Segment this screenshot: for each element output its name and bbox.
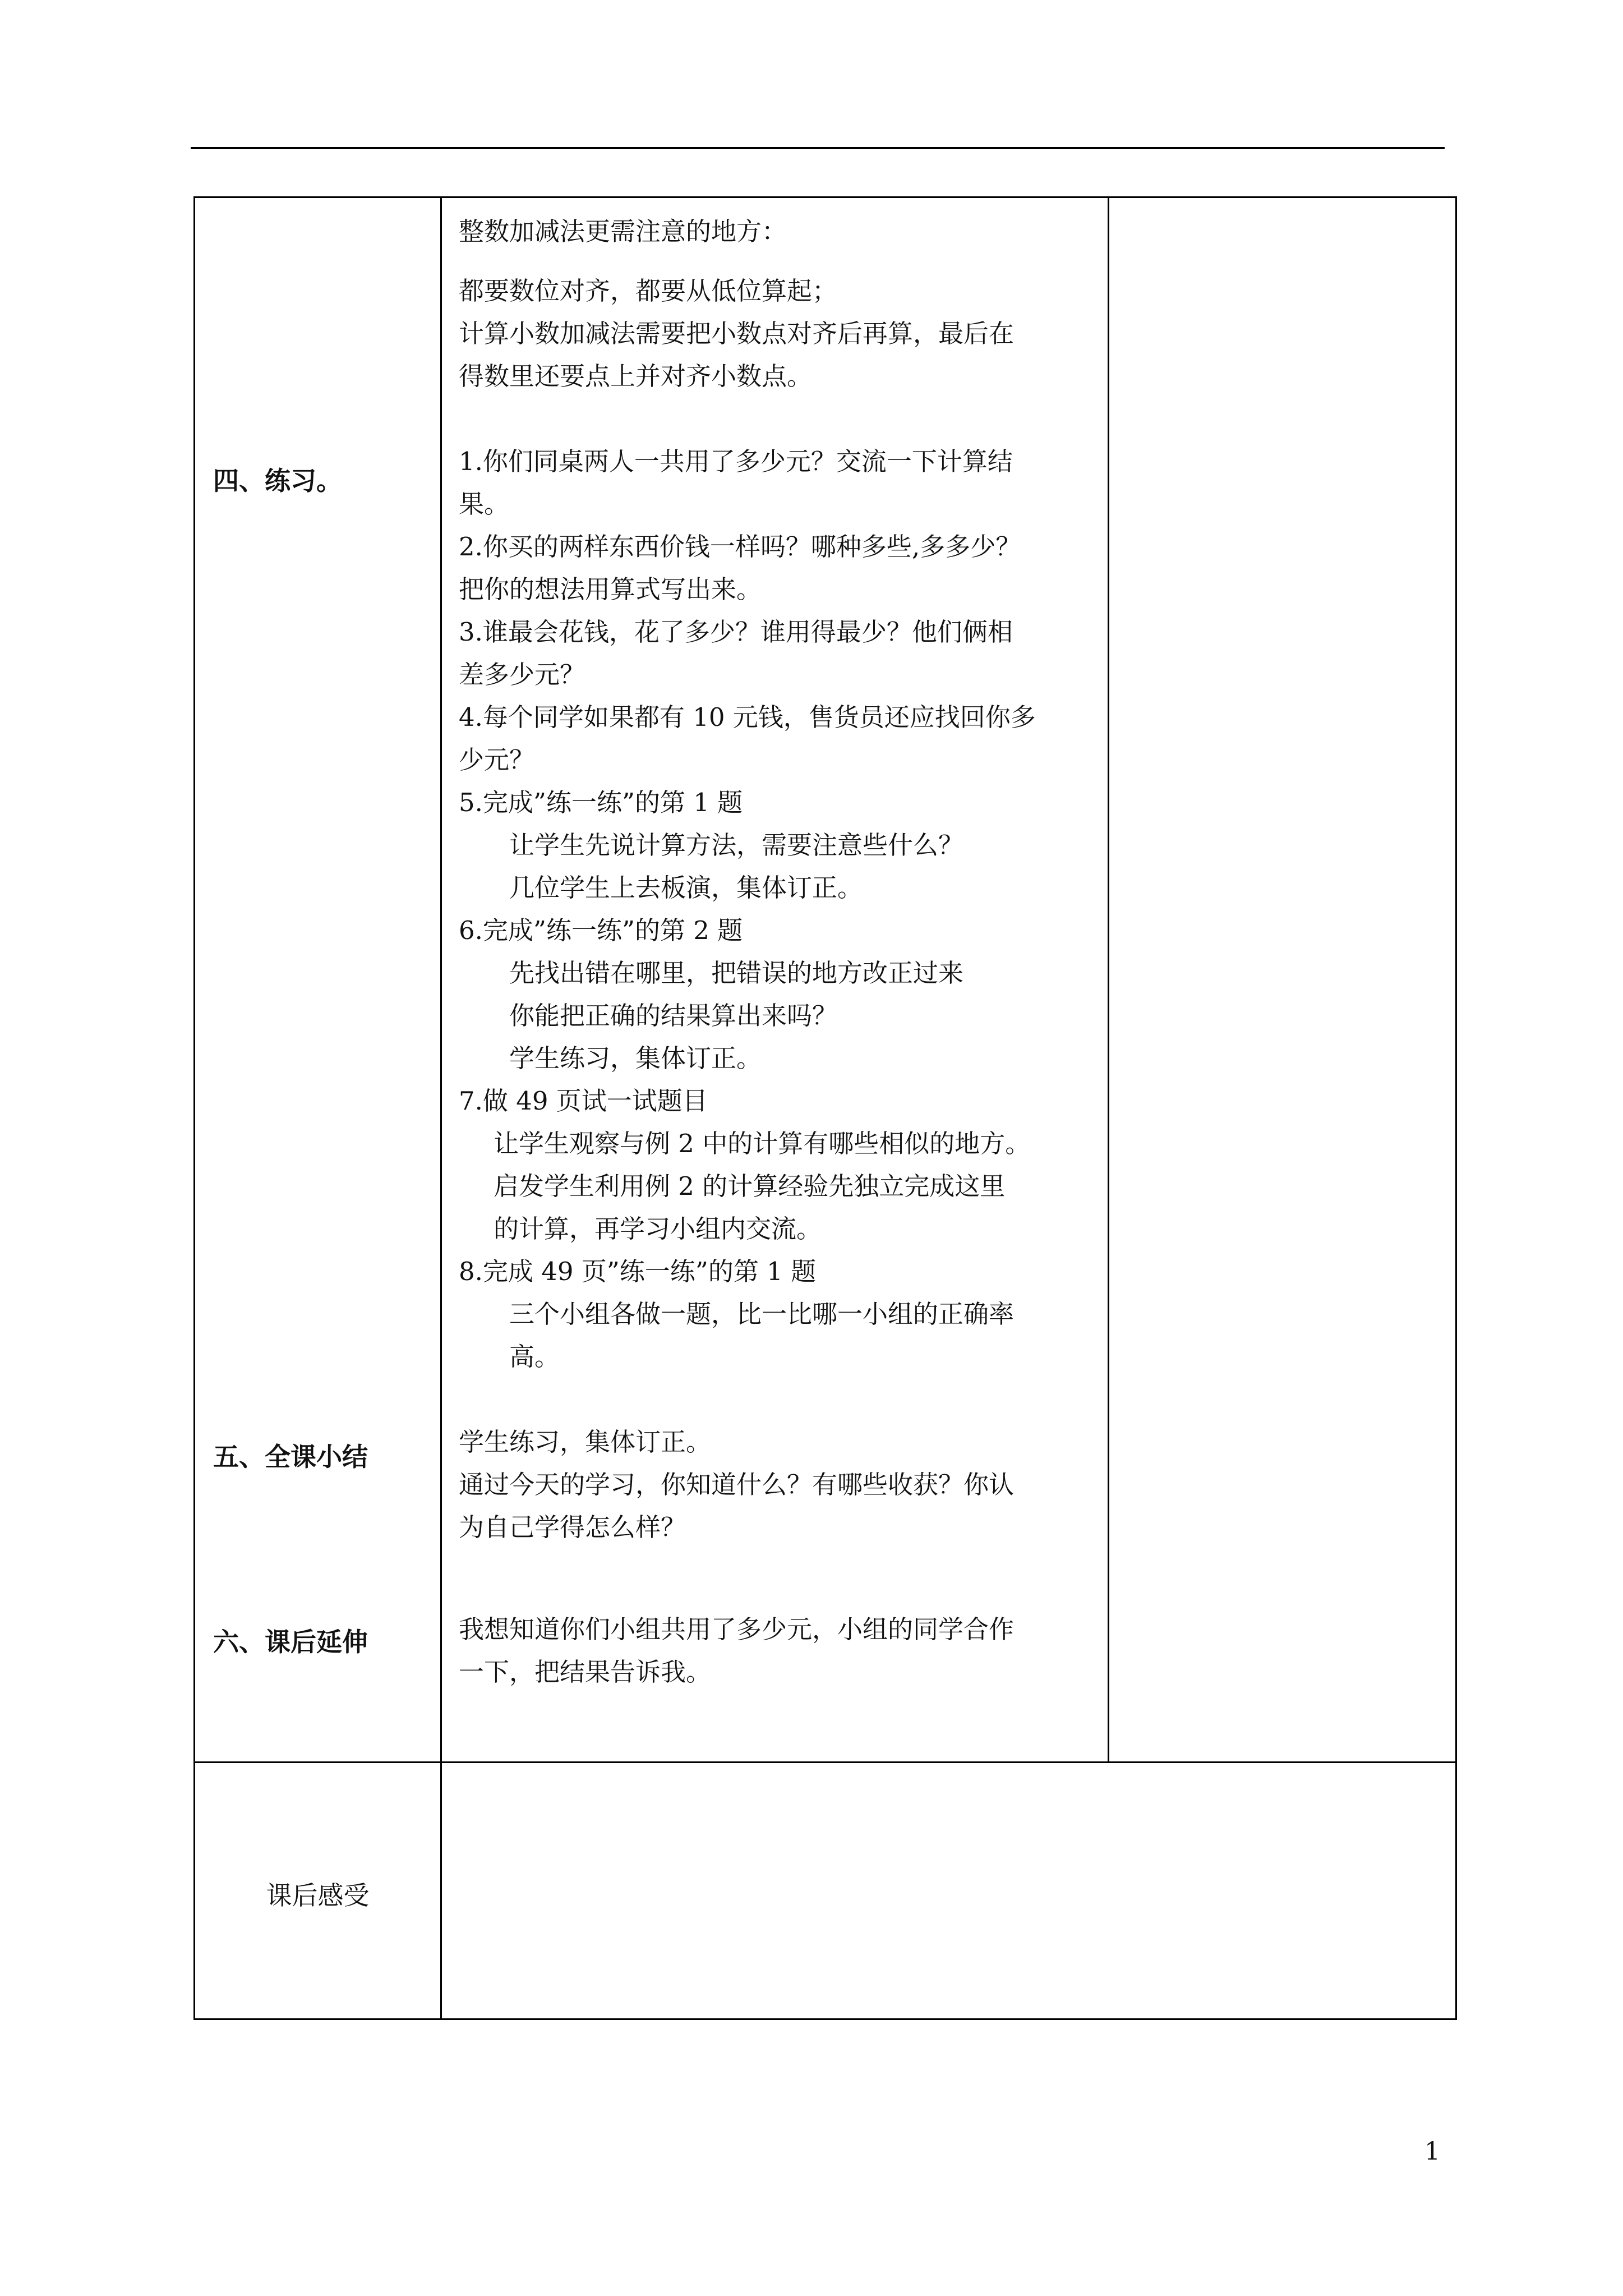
feedback-row xyxy=(195,1763,1456,2019)
practice-item: 2.你买的两样东西价钱一样吗？哪种多些,多多少？ xyxy=(459,532,1021,562)
practice-subitem: 让学生观察与例 2 中的计算有哪些相似的地方。 xyxy=(494,1129,1031,1158)
section-column xyxy=(195,197,441,1763)
extension-line: 我想知道你们小组共用了多少元，小组的同学合作 xyxy=(459,1614,1015,1644)
notes-line: 得数里还要点上并对齐小数点。 xyxy=(459,361,813,391)
practice-item: 3.谁最会花钱，花了多少？谁用得最少？他们俩相 xyxy=(459,617,1013,647)
practice-subitem: 高。 xyxy=(509,1342,560,1372)
summary-line: 学生练习，集体订正。 xyxy=(459,1427,712,1457)
practice-item: 7.做 49 页试一试题目 xyxy=(459,1086,708,1116)
notes-heading: 整数加减法更需注意的地方： xyxy=(459,217,787,246)
practice-subitem: 先找出错在哪里，把错误的地方改正过来 xyxy=(509,958,964,988)
practice-item: 8.完成 49 页”练一练”的第 1 题 xyxy=(459,1257,817,1286)
extension-line: 一下，把结果告诉我。 xyxy=(459,1657,712,1687)
practice-subitem: 你能把正确的结果算出来吗？ xyxy=(509,1001,838,1030)
practice-item: 5.完成”练一练”的第 1 题 xyxy=(459,788,743,817)
notes-line: 都要数位对齐，都要从低位算起； xyxy=(459,276,838,306)
notes-column xyxy=(1109,197,1456,1763)
practice-item: 6.完成”练一练”的第 2 题 xyxy=(459,915,743,945)
lesson-row xyxy=(195,197,1456,1763)
practice-subitem: 学生练习，集体订正。 xyxy=(509,1043,762,1073)
page-number: 1 xyxy=(1424,2137,1440,2166)
practice-subitem: 的计算，再学习小组内交流。 xyxy=(494,1214,822,1244)
practice-subitem: 让学生先说计算方法，需要注意些什么？ xyxy=(509,830,964,860)
notes-line: 计算小数加减法需要把小数点对齐后再算，最后在 xyxy=(459,319,1015,348)
section-practice: 四、练习。 xyxy=(213,466,342,496)
summary-line: 为自己学得怎么样？ xyxy=(459,1512,686,1542)
feedback-label-cell xyxy=(195,1763,441,2019)
practice-item: 差多少元？ xyxy=(459,660,585,689)
practice-item: 少元？ xyxy=(459,745,535,775)
lesson-content xyxy=(442,198,1108,1694)
content-column xyxy=(441,197,1109,1763)
section-extension: 六、课后延伸 xyxy=(213,1627,368,1657)
lesson-plan-table xyxy=(193,196,1457,2020)
header-rule xyxy=(191,147,1445,149)
practice-subitem: 三个小组各做一题，比一比哪一小组的正确率 xyxy=(509,1299,1015,1329)
practice-item: 把你的想法用算式写出来。 xyxy=(459,574,762,604)
practice-item: 果。 xyxy=(459,489,510,519)
practice-item: 1.你们同桌两人一共用了多少元？交流一下计算结 xyxy=(459,447,1013,476)
practice-subitem: 启发学生利用例 2 的计算经验先独立完成这里 xyxy=(494,1171,1006,1201)
practice-item: 4.每个同学如果都有 10 元钱，售货员还应找回你多 xyxy=(459,702,1036,732)
feedback-label: 课后感受 xyxy=(266,1880,370,1911)
section-summary: 五、全课小结 xyxy=(213,1442,368,1472)
feedback-content-cell xyxy=(441,1763,1456,2019)
practice-subitem: 几位学生上去板演，集体订正。 xyxy=(509,873,863,903)
summary-line: 通过今天的学习，你知道什么？有哪些收获？你认 xyxy=(459,1470,1015,1499)
